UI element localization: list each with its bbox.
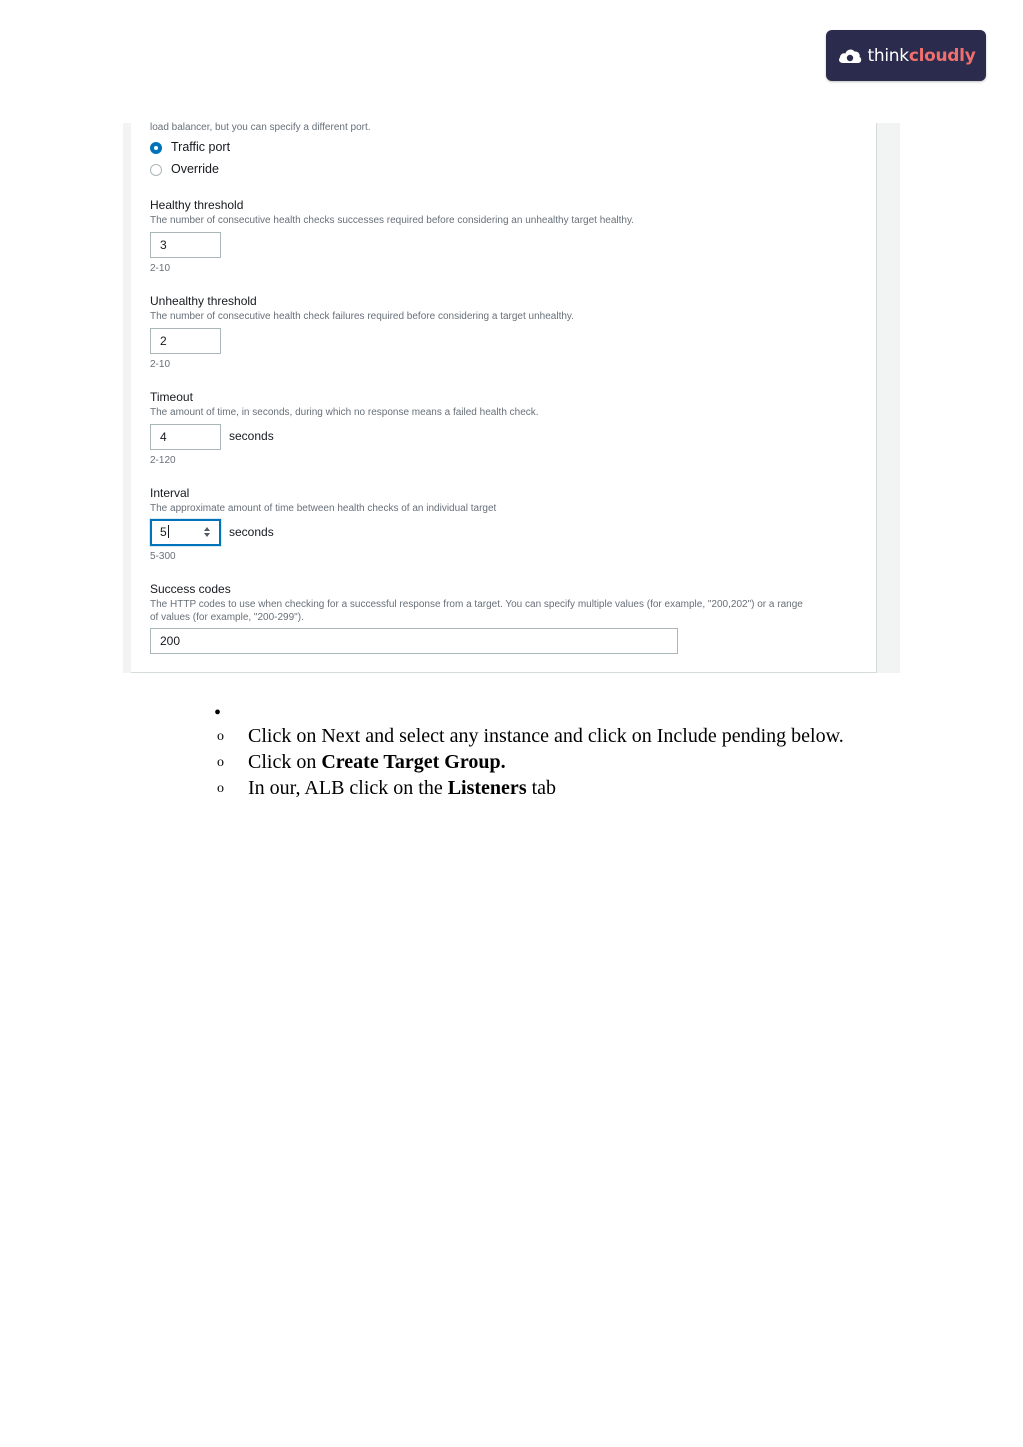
step-create-bold: Create Target Group.: [321, 751, 506, 773]
override-radio[interactable]: [150, 164, 162, 176]
timeout-unit: seconds: [229, 429, 274, 443]
empty-bullet: •: [214, 702, 222, 724]
step-listeners-suffix: tab: [526, 777, 557, 799]
thinkcloudly-logo: [826, 30, 986, 81]
health-check-panel: [131, 123, 877, 673]
step-next-text: Click on Next and select any instance and click on Include pending below.: [248, 725, 844, 747]
healthy-threshold-input[interactable]: 3: [150, 232, 221, 258]
unhealthy-threshold-title: Unhealthy threshold: [150, 294, 257, 308]
step-listeners-prefix: In our, ALB click on the: [248, 777, 448, 799]
timeout-input[interactable]: 4: [150, 424, 221, 450]
list-marker: o: [217, 755, 224, 770]
healthy-threshold-description: The number of consecutive health checks successes required before considering an unhealthy target healthy.: [150, 215, 634, 226]
timeout-title: Timeout: [150, 390, 193, 404]
success-codes-title: Success codes: [150, 582, 231, 596]
list-marker: o: [217, 781, 224, 796]
step-create-prefix: Click on: [248, 751, 322, 773]
healthy-threshold-title: Healthy threshold: [150, 198, 244, 212]
traffic-port-radio[interactable]: [150, 142, 162, 154]
logo-think: think: [867, 45, 909, 66]
logo-wordmark: [868, 46, 976, 66]
success-codes-input[interactable]: 200: [150, 628, 678, 654]
healthy-threshold-constraint: 2-10: [150, 263, 171, 274]
interval-title: Interval: [150, 486, 190, 500]
text-caret: [168, 525, 169, 538]
cloud-icon: [837, 46, 863, 66]
interval-unit: seconds: [229, 525, 274, 539]
override-label[interactable]: Override: [171, 162, 219, 176]
traffic-port-label[interactable]: Traffic port: [171, 140, 231, 154]
spinner-arrows-icon[interactable]: [203, 526, 211, 538]
list-marker: o: [217, 729, 224, 744]
interval-constraint: 5-300: [150, 551, 176, 562]
unhealthy-threshold-description: The number of consecutive health check failures required before considering a target unhealthy.: [150, 311, 574, 322]
interval-input[interactable]: [150, 519, 221, 546]
list-item: [217, 777, 556, 800]
step-listeners-bold: Listeners: [447, 777, 527, 799]
success-codes-description: [150, 598, 865, 624]
interval-description: The approximate amount of time between health checks of an individual target: [150, 503, 497, 514]
port-note: load balancer, but you can specify a different port.: [150, 122, 371, 133]
unhealthy-threshold-constraint: 2-10: [150, 359, 171, 370]
health-check-screenshot: [123, 123, 900, 673]
list-item: [217, 751, 506, 774]
list-item: [217, 725, 844, 748]
timeout-description: The amount of time, in seconds, during which no response means a failed health check.: [150, 407, 539, 418]
success-codes-description-line1: The HTTP codes to use when checking for a successful response from a target. You can specify multiple values (for example, "200,202") or a range: [150, 599, 803, 610]
unhealthy-threshold-input[interactable]: 2: [150, 328, 221, 354]
timeout-constraint: 2-120: [150, 455, 176, 466]
logo-cloudly: cloudly: [908, 45, 976, 66]
interval-value: 5: [160, 525, 167, 539]
success-codes-description-line2: of values (for example, "200-299").: [150, 612, 304, 623]
